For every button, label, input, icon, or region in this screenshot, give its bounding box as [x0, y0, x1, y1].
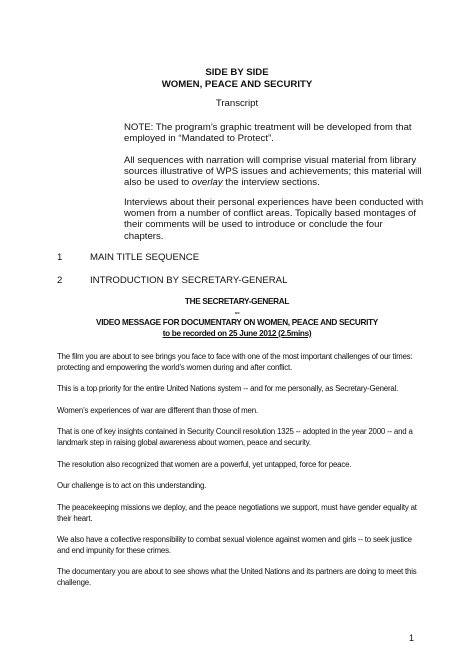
- message-from: THE SECRETARY-GENERAL: [184, 297, 290, 306]
- paragraph: Women’s experiences of war are different than those of men.: [57, 406, 258, 415]
- message-title: VIDEO MESSAGE FOR DOCUMENTARY ON WOMEN, PEACE AND SECURITY: [96, 318, 378, 327]
- paragraph: That is one of key insights contained in Security Council resolution 1325 -- adopted in the year 2000 -- and a landmark step in raising global awareness about women, peace and security.: [57, 427, 413, 447]
- note-text: the interview sections.: [222, 177, 320, 189]
- page-number: 1: [409, 633, 415, 643]
- interviews-note: [124, 197, 424, 242]
- message-separator: --: [234, 308, 240, 317]
- note-text: Interviews about their personal experiences have been conducted with women from a number of conflict areas. Topically based montages of their comments will be used to introduce or conclude the four chapters.: [124, 197, 424, 242]
- note-emphasis: overlay: [191, 177, 223, 189]
- message-recording-date: to be recorded on 25 June 2012 (2.5mins): [162, 329, 312, 338]
- paragraph: This is a top priority for the entire United Nations system -- and for me personally, as Secretary-General.: [57, 384, 399, 393]
- paragraph: The peacekeeping missions we deploy, and the peace negotiations we support, must have gender equality at their heart.: [57, 503, 417, 523]
- section-number: 1: [57, 252, 63, 263]
- paragraph: The documentary you are about to see shows what the United Nations and its partners are doing to meet this challenge.: [57, 567, 417, 587]
- paragraph: We also have a collective responsibility to combat sexual violence against women and girls -- to seek justice and end impunity for these crimes.: [57, 535, 412, 555]
- transcript-label: Transcript: [215, 98, 259, 109]
- note-text: NOTE: The program’s graphic treatment will be developed from that employed in “Mandated to Protect”.: [124, 122, 412, 145]
- paragraph: The resolution also recognized that women are a powerful, yet untapped, force for peace.: [57, 460, 352, 469]
- section-number: 2: [57, 275, 63, 286]
- narration-note: [124, 155, 424, 189]
- paragraph: Our challenge is to act on this understanding.: [57, 481, 207, 490]
- paragraph: The film you are about to see brings you face to face with one of the most important challenges of our times: protecting and empowering the world’s women during and after conflict.: [57, 352, 413, 372]
- section-label: MAIN TITLE SEQUENCE: [90, 252, 200, 263]
- document-title: SIDE BY SIDE: [205, 67, 269, 78]
- document-subtitle: WOMEN, PEACE AND SECURITY: [161, 79, 313, 90]
- production-note: [124, 122, 424, 144]
- note-text: All sequences with narration will comprise visual material from library sources illustrative of WPS issues and achievements; this material will also be used to: [124, 155, 422, 189]
- section-label: INTRODUCTION BY SECRETARY-GENERAL: [90, 275, 288, 286]
